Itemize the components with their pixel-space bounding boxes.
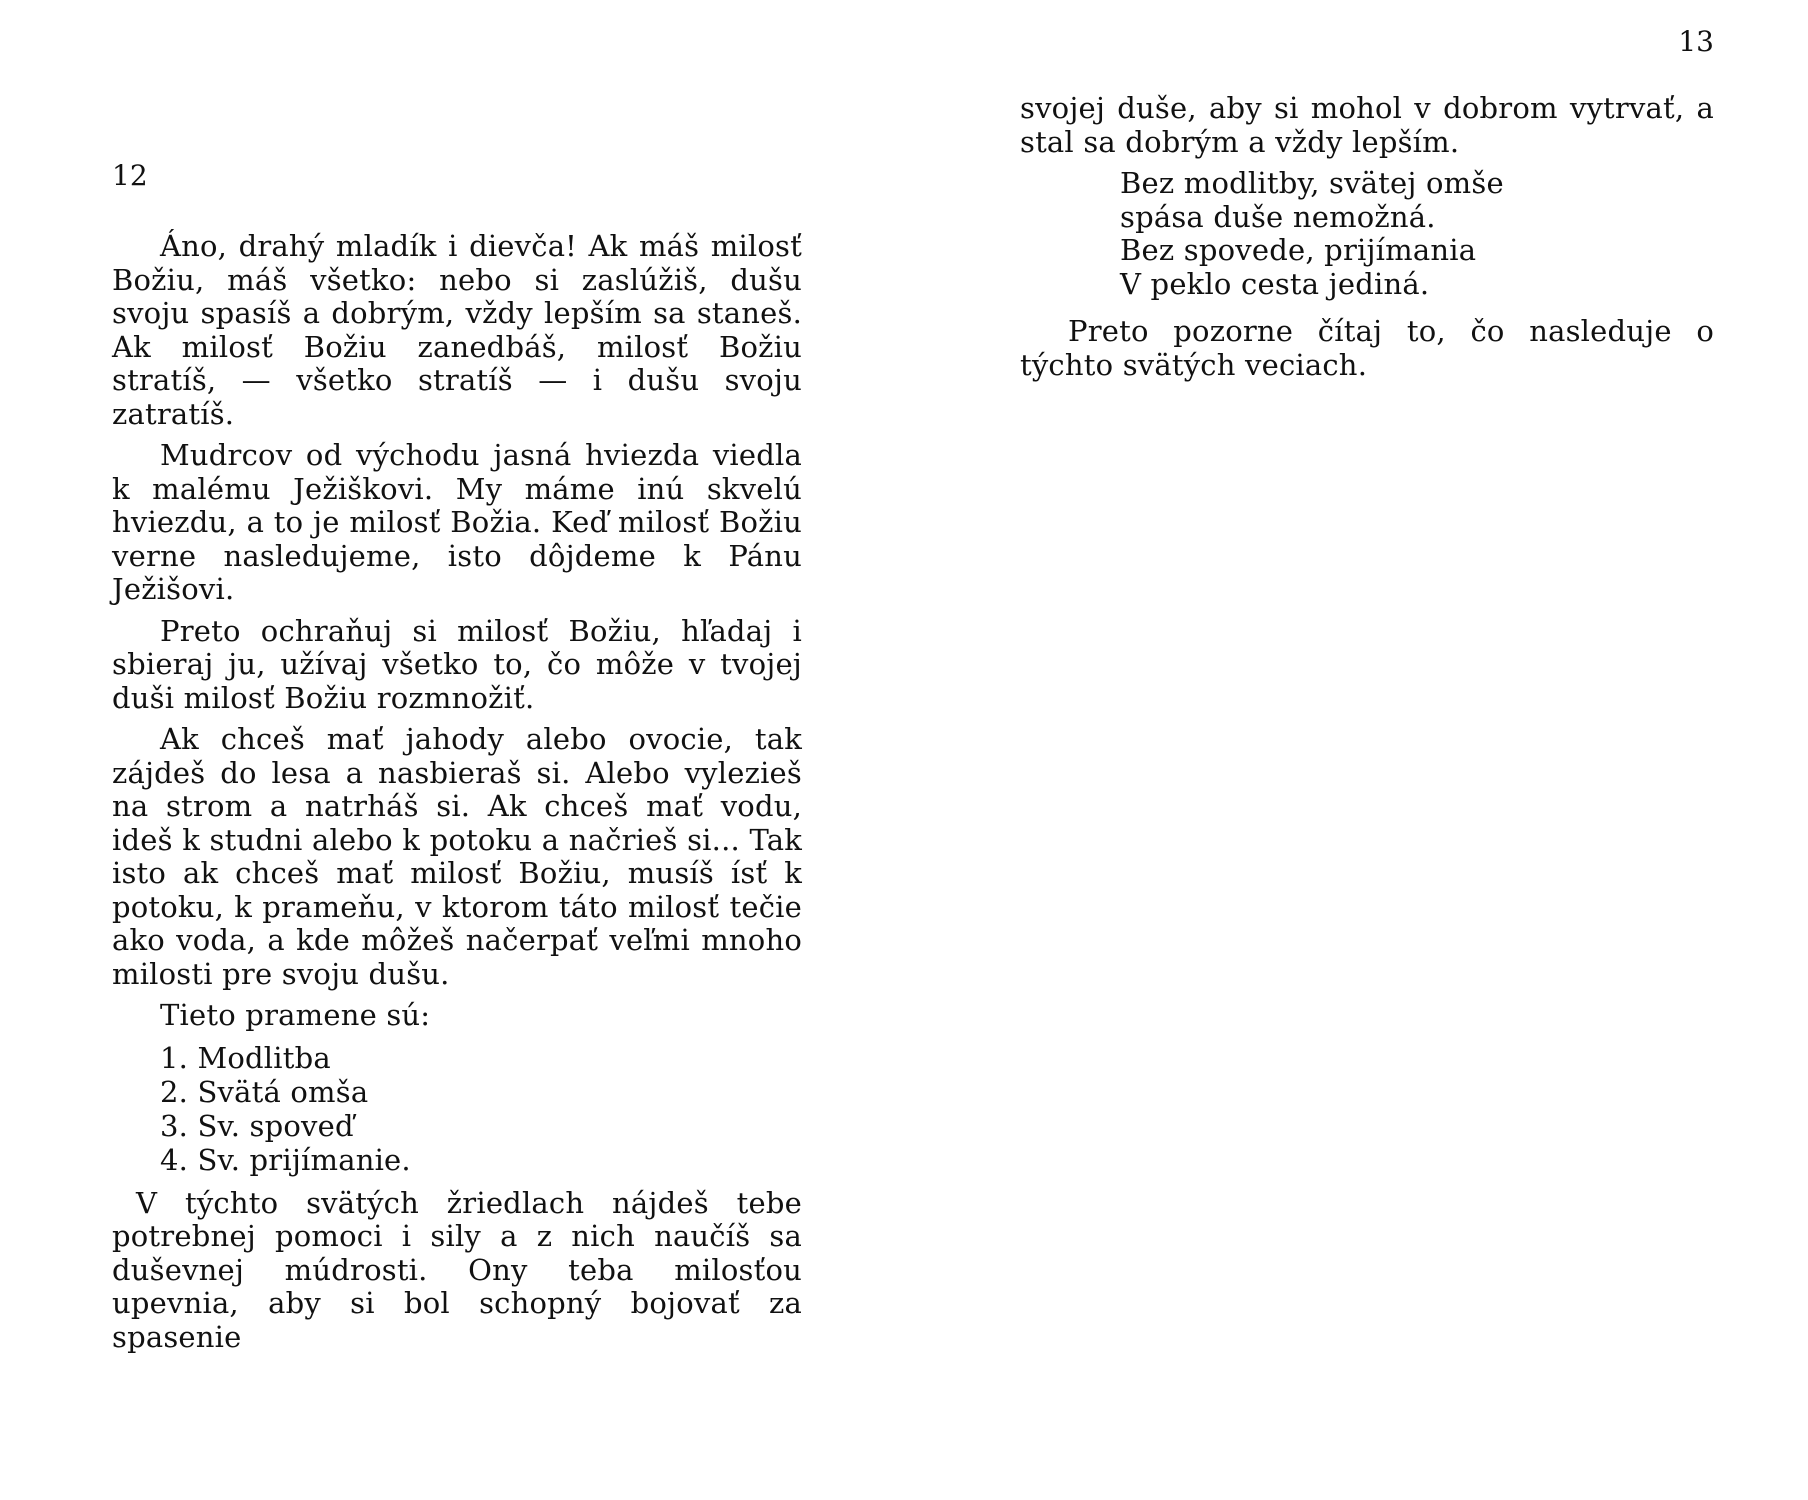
list-item: 1. Modlitba — [160, 1040, 331, 1075]
verse-line: Bez modlitby, svätej omše — [1120, 166, 1504, 200]
verse-line: Bez spovede, prijímania — [1120, 233, 1477, 267]
paragraph-ochranuj: Preto ochraňuj si milosť Božiu, hľadaj i sbieraj ju, užívaj všetko to, čo môže v tvojej duši milosť Božiu rozmnožiť. — [112, 613, 802, 715]
paragraph-continuation: svojej duše, aby si mohol v dobrom vytrvať, a stal sa dobrým a vždy lepším. — [1020, 91, 1714, 159]
sources-list — [112, 1041, 802, 1177]
list-item: 4. Sv. prijímanie. — [160, 1142, 411, 1177]
paragraph-milost: Áno, drahý mladík i dievča! Ak máš milosť Božiu, máš všetko: nebo si zaslúžiš, dušu svoju spasíš a dobrým, vždy lepším sa staneš. Ak milosť Božiu zanedbáš, milosť Božiu stratíš, — všetko stratíš — i dušu svoju zatratíš. — [112, 229, 802, 431]
list-item: 3. Sv. spoveď — [160, 1108, 354, 1143]
paragraph-zriedla: V týchto svätých žriedlach nájdeš tebe potrebnej pomoci i sily a z nich naučíš sa duševnej múdrosti. Ony teba milosťou upevnia, aby si bol schopný bojovať za spasenie — [112, 1185, 802, 1354]
paragraph-preto-pozorne: Preto pozorne čítaj to, čo nasleduje o týchto svätých veciach. — [1020, 314, 1714, 382]
page-number-right: 13 — [1678, 25, 1714, 58]
poem-verse — [1120, 167, 1714, 301]
paragraph-pramene-intro: Tieto pramene sú: — [160, 998, 431, 1032]
verse-line: V peklo cesta jediná. — [1120, 266, 1430, 301]
right-text-column — [1020, 92, 1714, 390]
left-text-column — [112, 230, 802, 1362]
paragraph-mudrcov: Mudrcov od východu jasná hviezda viedla k malému Ježiškovi. My máme inú skvelú hviezdu, a to je milosť Božia. Keď milosť Božiu verne nasledujeme, isto dôjdeme k Pánu Ježišovi. — [112, 438, 802, 606]
list-item: 2. Svätá omša — [160, 1074, 369, 1109]
page-number-left: 12 — [112, 159, 148, 192]
paragraph-jahody: Ak chceš mať jahody alebo ovocie, tak zájdeš do lesa a nasbieraš si. Alebo vylezieš na strom a natrháš si. Ak chceš mať vodu, ideš k studni alebo k potoku a načrieš si... Tak isto ak chceš mať milosť Božiu, musíš ísť k potoku, k prameňu, v ktorom táto milosť tečie ako voda, a kde môžeš načerpať veľmi mnoho milosti pre svoju dušu. — [112, 722, 802, 991]
right-page — [904, 0, 1808, 1500]
verse-line: spása duše nemožná. — [1120, 199, 1436, 234]
